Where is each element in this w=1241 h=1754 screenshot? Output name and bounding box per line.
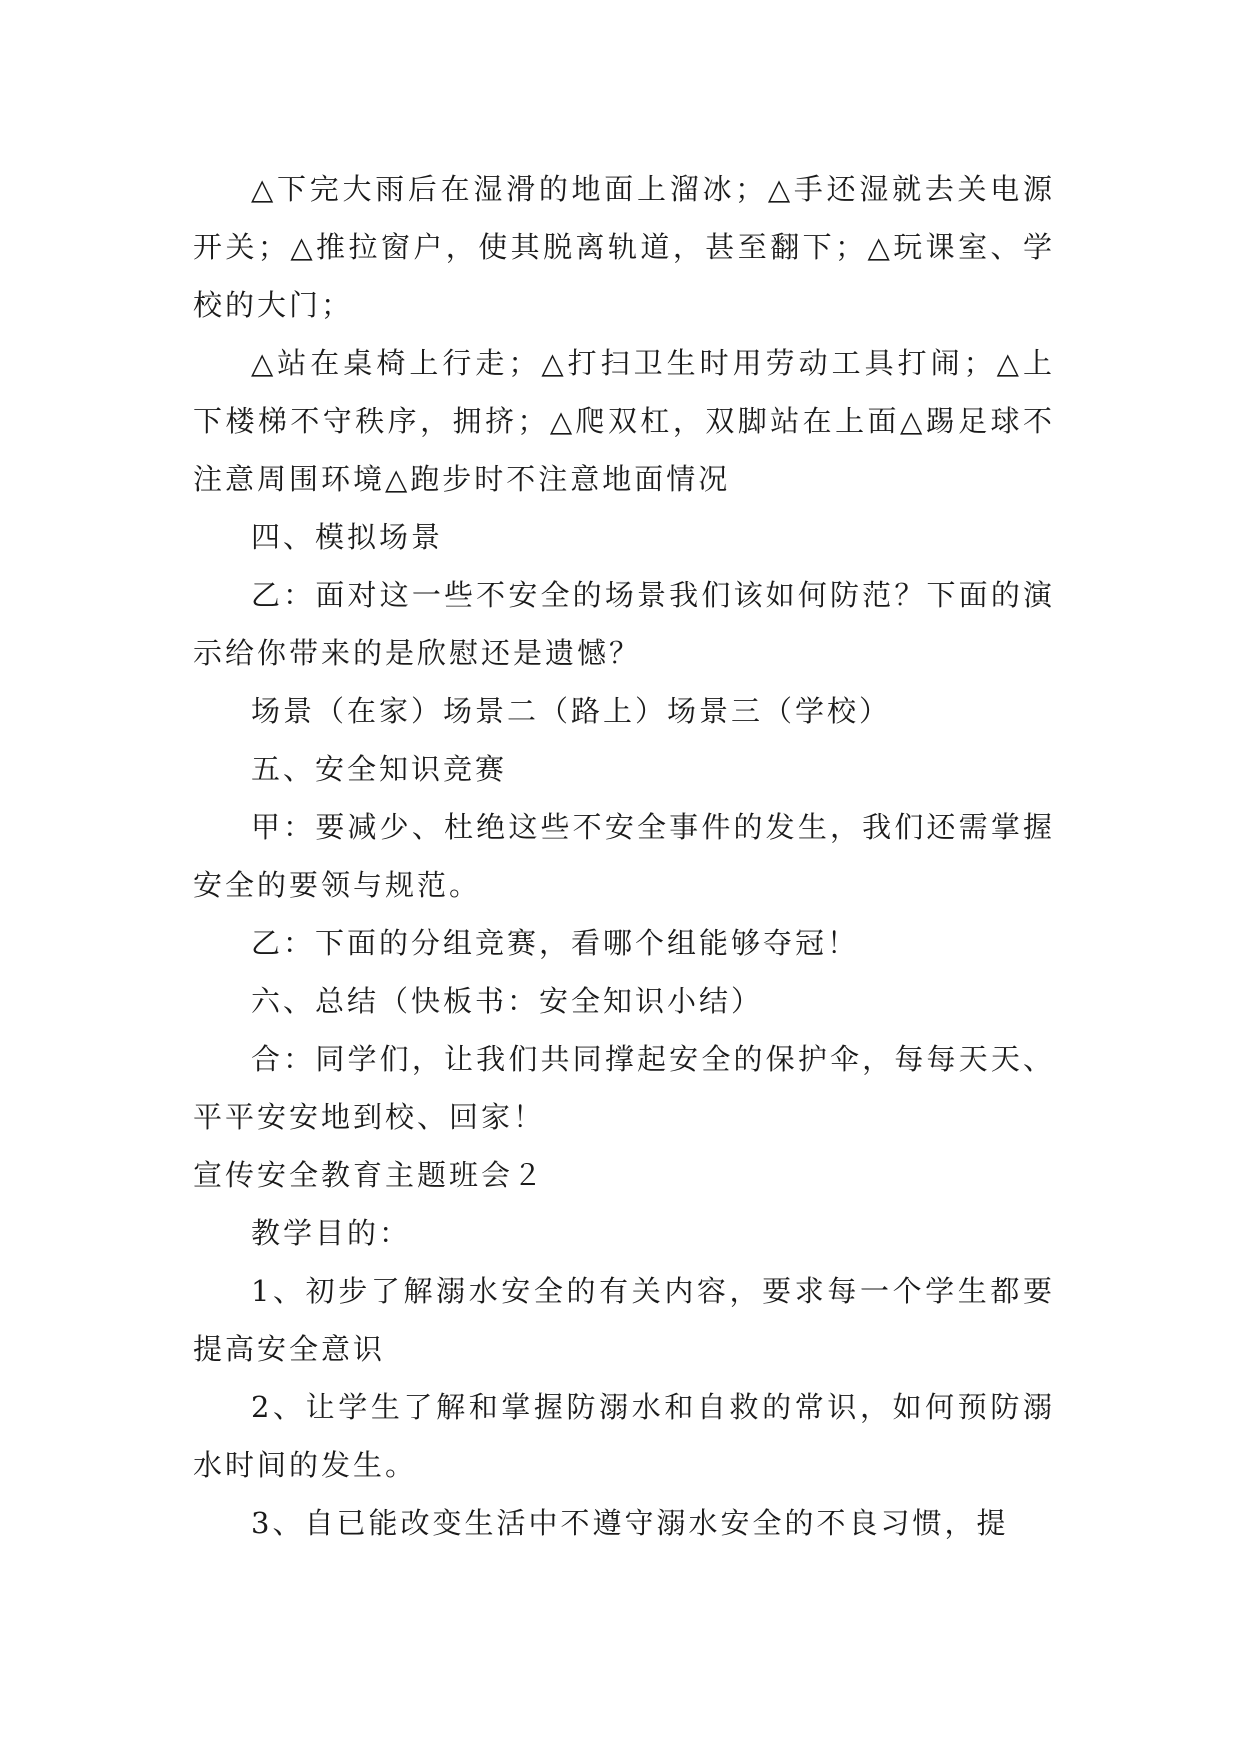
section-title: 宣传安全教育主题班会２: [193, 1158, 546, 1192]
paragraph: 教学目的：: [251, 1216, 412, 1250]
paragraph: 五、安全知识竞赛: [251, 752, 508, 786]
paragraph: △站在桌椅上行走；△打扫卫生时用劳动工具打闹；△上下楼梯不守秩序，拥挤；△爬双杠，双脚站在上面△踢足球不注意周围环境△跑步时不注意地面情况: [193, 346, 1055, 496]
paragraph: 六、总结（快板书：安全知识小结）: [251, 984, 764, 1018]
paragraph: 3、自已能改变生活中不遵守溺水安全的不良习惯，提: [251, 1506, 1009, 1540]
paragraph: 合：同学们，让我们共同撑起安全的保护伞，每每天天、平平安安地到校、回家！: [193, 1042, 1055, 1134]
paragraph: 四、模拟场景: [251, 520, 444, 554]
paragraph: 1、初步了解溺水安全的有关内容，要求每一个学生都要提高安全意识: [193, 1274, 1055, 1366]
document-body: [193, 160, 1055, 1552]
paragraph: 乙：下面的分组竞赛，看哪个组能够夺冠！: [251, 926, 860, 960]
paragraph: 乙：面对这一些不安全的场景我们该如何防范？下面的演示给你带来的是欣慰还是遗憾？: [193, 578, 1055, 670]
paragraph: 场景（在家）场景二（路上）场景三（学校）: [251, 694, 892, 728]
paragraph: 甲：要减少、杜绝这些不安全事件的发生，我们还需掌握安全的要领与规范。: [193, 810, 1055, 902]
paragraph: 2、让学生了解和掌握防溺水和自救的常识，如何预防溺水时间的发生。: [193, 1390, 1055, 1482]
paragraph: △下完大雨后在湿滑的地面上溜冰；△手还湿就去关电源开关；△推拉窗户，使其脱离轨道，甚至翻下；△玩课室、学校的大门；: [193, 172, 1055, 322]
